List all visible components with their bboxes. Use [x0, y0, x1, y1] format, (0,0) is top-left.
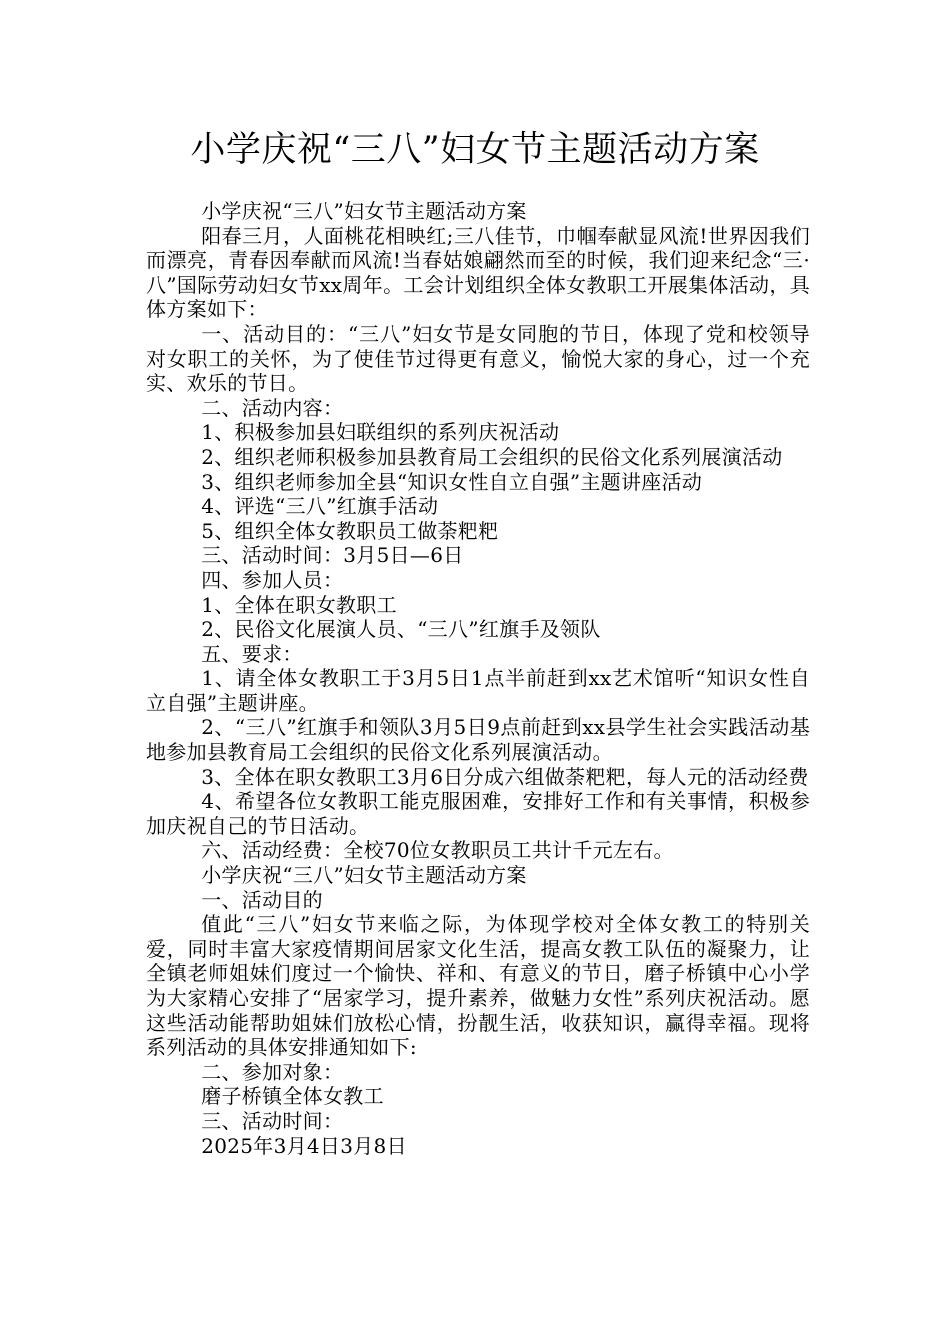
- paragraph: 2、“三八”红旗手和领队3月5日9点前赶到xx县学生社会实践活动基地参加县教育局工会组织的民俗文化系列展演活动。: [146, 715, 810, 765]
- paragraph: 5、组织全体女教职员工做荼粑粑: [201, 518, 499, 543]
- paragraph: 4、评选“三八”红旗手活动: [201, 494, 439, 519]
- paragraph: 五、要求：: [201, 641, 303, 666]
- paragraph: 一、活动目的: [201, 887, 323, 912]
- paragraph: 1、全体在职女教职工: [201, 592, 397, 617]
- paragraph: 1、积极参加县妇联组织的系列庆祝活动: [201, 420, 560, 445]
- paragraph: 2、组织老师积极参加县教育局工会组织的民俗文化系列展演活动: [201, 444, 783, 469]
- paragraph: 二、参加对象：: [201, 1059, 344, 1084]
- paragraph: 三、活动时间：: [201, 1108, 344, 1133]
- document-title: 小学庆祝“三八”妇女节主题活动方案: [190, 130, 760, 170]
- paragraph: 六、活动经费：全校70位女教职员工共计千元左右。: [201, 838, 674, 863]
- paragraph: 值此“三八”妇女节来临之际，为体现学校对全体女教工的特别关爱，同时丰富大家疫情期间居家文化生活，提高女教工队伍的凝聚力，让全镇老师姐妹们度过一个愉快、祥和、有意义的节日，磨子桥镇中心小学为大家精心安排了“居家学习，提升素养，做魅力女性”系列庆祝活动。愿这些活动能帮助姐妹们放松心情，扮靓生活，收获知识，赢得幸福。现将系列活动的具体安排通知如下:: [146, 912, 810, 1060]
- paragraph: 3、全体在职女教职工3月6日分成六组做荼粑粑，每人元的活动经费: [201, 764, 809, 789]
- paragraph: 三、活动时间：3月5日—6日: [201, 543, 464, 568]
- paragraph: 2025年3月4日3月8日: [201, 1133, 407, 1158]
- paragraph: 阳春三月，人面桃花相映红;三八佳节，巾帼奉献显风流!世界因我们而漂亮，青春因奉献而风流!当春姑娘翩然而至的时候，我们迎来纪念“三·八”国际劳动妇女节xx周年。工会计划组织全体女教职工开展集体活动，具体方案如下：: [146, 223, 810, 322]
- paragraph: 磨子桥镇全体女教工: [201, 1084, 384, 1109]
- paragraph: 2、民俗文化展演人员、“三八”红旗手及领队: [201, 617, 601, 642]
- paragraph: 3、组织老师参加全县“知识女性自立自强”主题讲座活动: [201, 469, 703, 494]
- paragraph: 4、希望各位女教职工能克服困难，安排好工作和有关事情，积极参加庆祝自己的节日活动。: [146, 789, 810, 838]
- paragraph: 二、活动内容：: [201, 395, 344, 420]
- paragraph: 一、活动目的：“三八”妇女节是女同胞的节日，体现了党和校领导对女职工的关怀，为了使佳节过得更有意义，愉悦大家的身心，过一个充实、欢乐的节日。: [146, 321, 810, 396]
- paragraph: 小学庆祝“三八”妇女节主题活动方案: [201, 199, 527, 223]
- paragraph: 小学庆祝“三八”妇女节主题活动方案: [201, 863, 527, 888]
- paragraph: 四、参加人员：: [201, 567, 344, 592]
- document-body: [146, 199, 810, 1158]
- paragraph: 1、请全体女教职工于3月5日1点半前赶到xx艺术馆听“知识女性自立自强”主题讲座。: [146, 666, 810, 715]
